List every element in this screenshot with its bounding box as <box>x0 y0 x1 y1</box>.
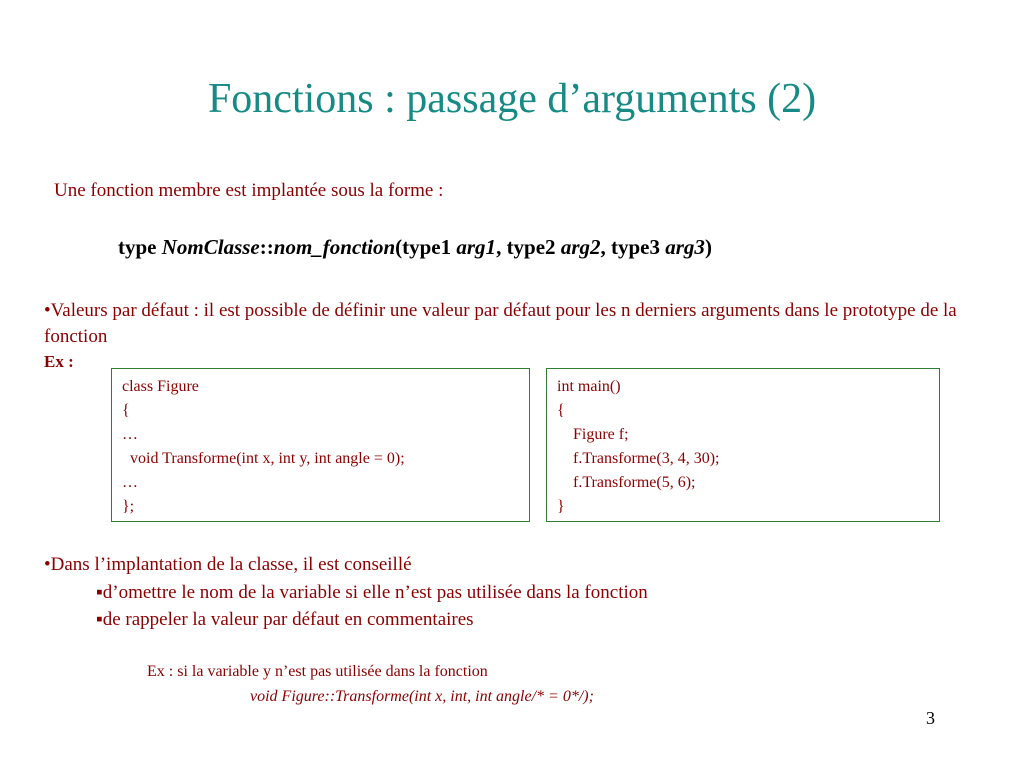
example-label: Ex : <box>44 352 74 371</box>
signature-arg1: arg1 <box>456 235 497 259</box>
signature-type-keyword: type <box>118 235 162 259</box>
code-line: … <box>122 474 138 491</box>
code-line: } <box>557 498 565 515</box>
code-line: … <box>122 426 138 443</box>
sub-bullet-recall-default: ▪de rappeler la valeur par défaut en commentaires <box>96 609 474 630</box>
code-line: { <box>557 402 565 419</box>
example2-code: void Figure::Transforme(int x, int, int angle/* = 0*/); <box>250 688 594 705</box>
code-line: }; <box>122 498 135 515</box>
code-box-class-figure <box>111 368 530 522</box>
signature-arg3: arg3 <box>665 235 705 259</box>
signature-function-name: nom_fonction <box>273 235 396 259</box>
code-line: class Figure <box>122 378 199 395</box>
code-line: int main() <box>557 378 621 395</box>
signature-mid2: , type3 <box>600 235 666 259</box>
signature-open: (type1 <box>395 235 457 259</box>
sub-bullet-omit-name: ▪d’omettre le nom de la variable si elle n’est pas utilisée dans la fonction <box>96 582 648 603</box>
intro-text: Une fonction membre est implantée sous la forme : <box>54 180 444 201</box>
page-number: 3 <box>926 708 935 728</box>
code-line: f.Transforme(5, 6); <box>557 474 696 491</box>
code-line: Figure f; <box>557 426 629 443</box>
function-signature <box>118 235 712 260</box>
code-line: void Transforme(int x, int y, int angle = 0); <box>122 450 405 467</box>
example2-text: Ex : si la variable y n’est pas utilisée dans la fonction <box>147 663 488 680</box>
bullet-default-values: •Valeurs par défaut : il est possible de définir une valeur par défaut pour les n derniers arguments dans le prototype de la fonction <box>44 300 957 347</box>
code-box-main <box>546 368 940 522</box>
signature-close: ) <box>704 235 712 259</box>
code-line: f.Transforme(3, 4, 30); <box>557 450 720 467</box>
signature-class-name: NomClasse <box>161 235 260 259</box>
code-line: { <box>122 402 130 419</box>
signature-mid1: , type2 <box>496 235 561 259</box>
bullet-implementation-advice: •Dans l’implantation de la classe, il est conseillé <box>44 554 412 575</box>
signature-arg2: arg2 <box>560 235 601 259</box>
slide-title: Fonctions : passage d’arguments (2) <box>207 76 817 122</box>
signature-scope-operator: :: <box>259 235 274 259</box>
